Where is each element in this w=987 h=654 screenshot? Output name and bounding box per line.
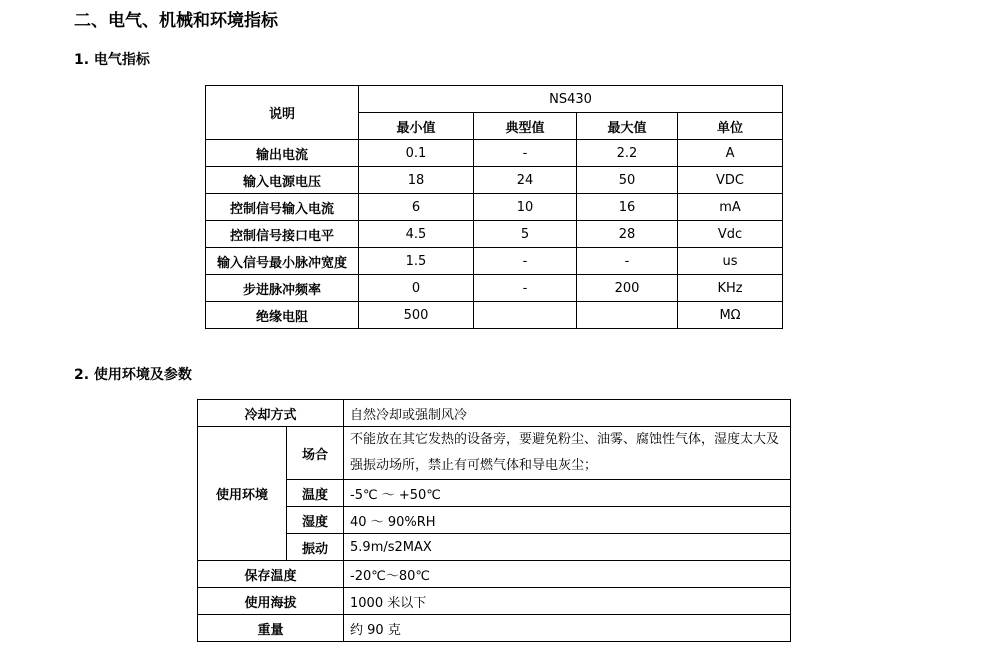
min-cell: 6 (359, 194, 474, 221)
min-cell: 1.5 (359, 248, 474, 275)
max-cell (577, 302, 678, 329)
table-row (206, 167, 783, 194)
env-sub-label: 场合 (287, 427, 344, 480)
env-sub-value: -5℃ ～ +50℃ (344, 480, 791, 507)
typ-cell: 5 (474, 221, 577, 248)
row-label: 输入信号最小脉冲宽度 (206, 248, 359, 275)
column-header: 典型值 (474, 113, 577, 140)
electrical-specs-title: 1. 电气指标 (74, 52, 150, 68)
table-row (206, 275, 783, 302)
electrical-specs-table (205, 85, 783, 329)
env-sub-value: 40 ～ 90%RH (344, 507, 791, 534)
table-row (198, 480, 791, 507)
unit-cell: mA (678, 194, 783, 221)
table-row (206, 140, 783, 167)
row-label: 控制信号接口电平 (206, 221, 359, 248)
row-label: 控制信号输入电流 (206, 194, 359, 221)
section-heading: 二、电气、机械和环境指标 (74, 11, 278, 31)
altitude-value: 1000 米以下 (344, 588, 791, 615)
table-row (198, 507, 791, 534)
max-cell: 200 (577, 275, 678, 302)
env-sub-value: 不能放在其它发热的设备旁，要避免粉尘、油雾、腐蚀性气体，湿度太大及强振动场所，禁止有可燃气体和导电灰尘； (344, 427, 791, 480)
min-cell: 18 (359, 167, 474, 194)
table-row (198, 400, 791, 427)
unit-cell: VDC (678, 167, 783, 194)
typ-cell: 10 (474, 194, 577, 221)
max-cell: 50 (577, 167, 678, 194)
env-sub-label: 湿度 (287, 507, 344, 534)
table-row (198, 534, 791, 561)
table-row (206, 302, 783, 329)
table-row (198, 427, 791, 480)
max-cell: 28 (577, 221, 678, 248)
environment-specs-table (197, 399, 791, 642)
altitude-label: 使用海拔 (198, 588, 344, 615)
env-label: 使用环境 (198, 427, 287, 561)
unit-cell: us (678, 248, 783, 275)
min-cell: 500 (359, 302, 474, 329)
storage-label: 保存温度 (198, 561, 344, 588)
weight-value: 约 90 克 (344, 615, 791, 642)
column-header: 单位 (678, 113, 783, 140)
column-header: 最小值 (359, 113, 474, 140)
unit-cell: KHz (678, 275, 783, 302)
row-label: 步进脉冲频率 (206, 275, 359, 302)
unit-cell: Vdc (678, 221, 783, 248)
max-cell: - (577, 248, 678, 275)
min-cell: 0.1 (359, 140, 474, 167)
table-row (198, 615, 791, 642)
table-row (206, 221, 783, 248)
model-header: NS430 (359, 86, 783, 113)
weight-label: 重量 (198, 615, 344, 642)
typ-cell: - (474, 275, 577, 302)
max-cell: 2.2 (577, 140, 678, 167)
max-cell: 16 (577, 194, 678, 221)
cooling-label: 冷却方式 (198, 400, 344, 427)
row-label: 绝缘电阻 (206, 302, 359, 329)
typ-cell: - (474, 140, 577, 167)
desc-header: 说明 (206, 86, 359, 140)
unit-cell: A (678, 140, 783, 167)
table-row (198, 561, 791, 588)
column-header: 最大值 (577, 113, 678, 140)
cooling-value: 自然冷却或强制风冷 (344, 400, 791, 427)
env-sub-label: 温度 (287, 480, 344, 507)
table-row (206, 194, 783, 221)
env-sub-value: 5.9m/s2MAX (344, 534, 791, 561)
min-cell: 0 (359, 275, 474, 302)
environment-specs-title: 2. 使用环境及参数 (74, 367, 192, 383)
storage-value: -20℃～80℃ (344, 561, 791, 588)
typ-cell (474, 302, 577, 329)
row-label: 输入电源电压 (206, 167, 359, 194)
min-cell: 4.5 (359, 221, 474, 248)
typ-cell: 24 (474, 167, 577, 194)
env-sub-label: 振动 (287, 534, 344, 561)
row-label: 输出电流 (206, 140, 359, 167)
table-row (206, 248, 783, 275)
typ-cell: - (474, 248, 577, 275)
table-row (198, 588, 791, 615)
unit-cell: MΩ (678, 302, 783, 329)
